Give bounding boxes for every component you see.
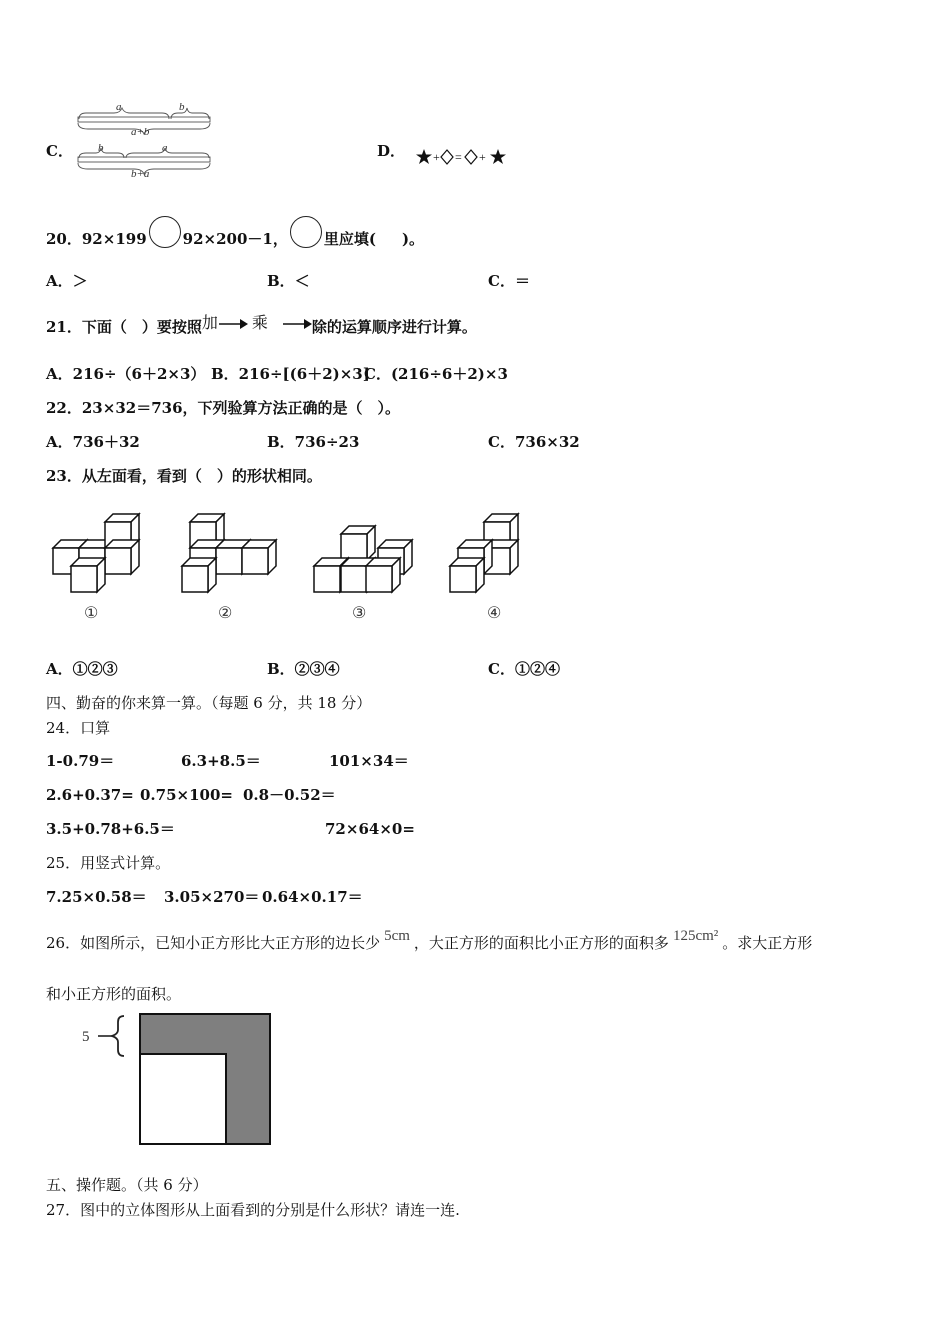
figure-4	[450, 514, 518, 622]
calc-2: 6.3+8.5＝	[181, 752, 261, 770]
figure-label-4: ④	[487, 605, 502, 622]
question-23: 23．从左面看，看到（ ）的形状相同。	[46, 467, 322, 485]
label-a-top: a	[116, 101, 122, 113]
answer-circle-1[interactable]	[149, 216, 181, 248]
step-add: 加	[201, 313, 218, 332]
q20-option-b[interactable]: B．＜	[267, 272, 310, 290]
q20-option-c[interactable]: C．＝	[488, 272, 530, 290]
calc-1: 1-0.79＝	[46, 752, 115, 770]
section-5-title: 五、操作题。（共 6 分）	[46, 1176, 208, 1194]
arrow-icon	[282, 318, 312, 330]
question-20: 20．92×199 92×200－1， 里应填( )。	[46, 224, 424, 256]
vertical-calc-2: 3.05×270＝	[164, 888, 260, 906]
svg-text:+: +	[479, 150, 486, 164]
figure-1	[53, 514, 139, 622]
q22-option-b[interactable]: B．736÷23	[267, 433, 360, 451]
svg-text:=: =	[455, 150, 462, 164]
svg-text:+: +	[433, 150, 440, 164]
label-b-bottom: b	[98, 142, 104, 154]
calc-8: 72×64×0=	[325, 820, 415, 838]
q20-option-a[interactable]: A．＞	[46, 272, 88, 290]
question-22: 22．23×32＝736，下列验算方法正确的是（ ）。	[46, 399, 401, 417]
vertical-calc-3: 0.64×0.17＝	[262, 888, 363, 906]
length-value: 5cm	[384, 928, 410, 944]
q23-option-c[interactable]: C．①②④	[488, 660, 560, 678]
calc-6: 0.8－0.52＝	[243, 786, 336, 804]
cube-figures	[44, 510, 544, 628]
label-b-top: b	[179, 101, 185, 113]
question-21: 21．下面（ ）要按照加 乘 除的运算顺序进行计算。	[46, 313, 477, 336]
question-27: 27．图中的立体图形从上面看到的分别是什么形状？请连一连.	[46, 1201, 460, 1219]
question-24-title: 24．口算	[46, 719, 111, 737]
calc-7: 3.5+0.78+6.5＝	[46, 820, 175, 838]
answer-circle-2[interactable]	[290, 216, 322, 248]
figure-3	[314, 526, 412, 622]
section-4-title: 四、勤奋的你来算一算。（每题 6 分，共 18 分）	[46, 694, 372, 712]
vertical-calc-1: 7.25×0.58＝	[46, 888, 147, 906]
option-d-label: D．	[377, 142, 406, 160]
q23-option-b[interactable]: B．②③④	[267, 660, 340, 678]
brace-diagram-c	[74, 97, 219, 183]
label-sum-top: a+b	[131, 126, 150, 138]
star-diamond-equation	[416, 147, 510, 167]
question-25-title: 25．用竖式计算。	[46, 854, 171, 872]
figure-2	[182, 514, 276, 622]
area-value: 125cm²	[672, 928, 719, 944]
option-c-label: C．	[46, 142, 73, 160]
figure-label-1: ①	[84, 605, 99, 622]
question-26: 26．如图所示，已知小正方形比大正方形的边长少 5cm ，大正方形的面积比小正方形的面积多 125cm² 。求大正方形	[46, 928, 813, 952]
q21-option-b[interactable]: B．216÷[(6＋2)×3]	[211, 365, 370, 383]
label-sum-bottom: b+a	[131, 168, 150, 180]
squares-figure	[78, 1010, 278, 1150]
question-26-line2: 和小正方形的面积。	[46, 985, 182, 1003]
q21-option-c[interactable]: C．(216÷6＋2)×3	[364, 365, 508, 383]
label-a-bottom: a	[162, 142, 168, 154]
figure-label-2: ②	[218, 605, 233, 622]
side-length-label: 5	[82, 1029, 90, 1045]
arrow-icon	[218, 318, 248, 330]
calc-5: 0.75×100=	[140, 786, 233, 804]
calc-3: 101×34＝	[329, 752, 409, 770]
q22-option-a[interactable]: A．736＋32	[46, 433, 140, 451]
q23-option-a[interactable]: A．①②③	[46, 660, 118, 678]
q21-option-a[interactable]: A．216÷（6＋2×3）	[46, 365, 206, 383]
calc-4: 2.6+0.37=	[46, 786, 134, 804]
step-multiply: 乘	[251, 313, 268, 332]
figure-label-3: ③	[352, 605, 367, 622]
q22-option-c[interactable]: C．736×32	[488, 433, 580, 451]
